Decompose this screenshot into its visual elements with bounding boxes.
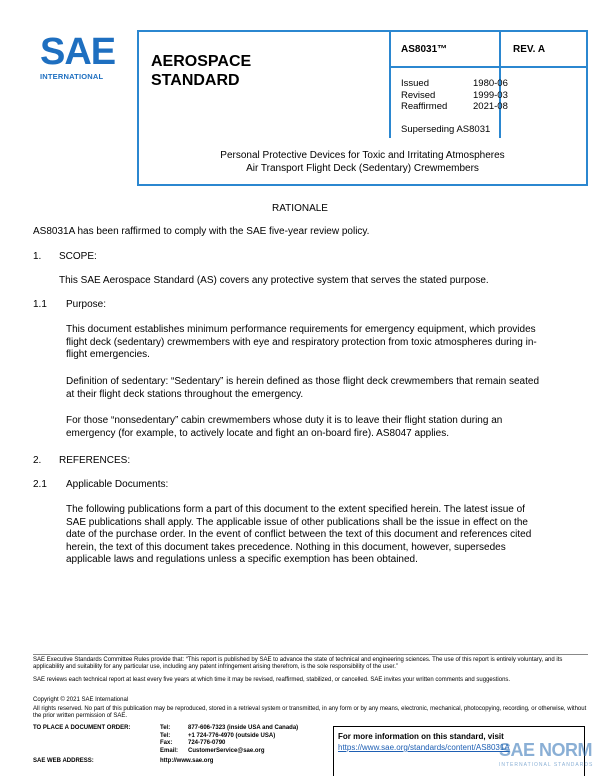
issued-label: Issued bbox=[401, 78, 429, 89]
watermark bbox=[485, 740, 595, 776]
section-1-heading: 1. SCOPE: bbox=[33, 251, 97, 262]
order-label: TO PLACE A DOCUMENT ORDER: bbox=[33, 725, 131, 731]
issued-date: 1980-06 bbox=[473, 78, 508, 89]
revision-label: REV. A bbox=[513, 44, 546, 55]
document-title: Personal Protective Devices for Toxic and Irritating Atmospheres Air Transport Flight Deck (Sedentary) Crewmembers bbox=[220, 150, 505, 174]
fax-label: Fax: bbox=[160, 740, 173, 747]
copyright-text: Copyright © 2021 SAE International bbox=[33, 697, 129, 703]
tel-intl: +1 724-776-4970 (outside USA) bbox=[188, 732, 276, 739]
sae-logo bbox=[38, 32, 128, 82]
more-info-title: For more information on this standard, visit bbox=[338, 732, 504, 741]
email-address[interactable]: CustomerService@sae.org bbox=[188, 747, 265, 754]
revised-label: Revised bbox=[401, 89, 436, 101]
rationale-heading: RATIONALE bbox=[272, 203, 328, 214]
watermark-subtitle: INTERNATIONAL STANDARDS bbox=[499, 762, 594, 768]
footer-divider bbox=[33, 654, 588, 655]
document-type: AEROSPACE STANDARD bbox=[151, 53, 252, 89]
committee-rules-text: SAE Executive Standards Committee Rules provide that: “This report is published by SAE to advance the state of technical and engineering sciences. The use of this report is entirely voluntary, and its applicability and suitability for any particular use, including any patent infringement arising therefrom, is the sole responsibility of the user.” bbox=[33, 657, 563, 671]
web-address-label: SAE WEB ADDRESS: bbox=[33, 758, 94, 764]
tel-usa: 877-606-7323 (inside USA and Canada) bbox=[188, 725, 299, 731]
rights-text: All rights reserved. No part of this publication may be reproduced, stored in a retrieval system or transmitted, in any form or by any means, electronic, mechanical, photocopying, recording, or otherwise, without the prior written permission of SAE. bbox=[33, 706, 587, 720]
fax-number: 724-776-0790 bbox=[188, 740, 226, 747]
sedentary-definition: Definition of sedentary: “Sedentary” is herein defined as those flight deck crewmembers that remain seated at their flight deck stations throughout the emergency. bbox=[66, 376, 540, 400]
reaffirmed-label: Reaffirmed bbox=[401, 101, 448, 112]
header-box bbox=[137, 30, 588, 186]
watermark-text: SAE NORM bbox=[499, 740, 593, 760]
tel-label: Tel: bbox=[160, 732, 171, 739]
superseding-note: Superseding AS8031 bbox=[401, 124, 491, 135]
scope-text: This SAE Aerospace Standard (AS) covers any protective system that serves the stated purpose. bbox=[59, 275, 489, 286]
section-2-1-heading: 2.1 Applicable Documents: bbox=[33, 479, 169, 490]
logo-wordmark: SAE bbox=[40, 31, 116, 73]
applicable-documents-paragraph: The following publications form a part of this document to the extent specified herein. The latest issue of SAE publications shall apply. The applicable issue of other publications shall be the issue in effect on the date of the purchase order. In the event of conflict between the text of this document and references cited herein, the text of this document takes precedence. Nothing in this document, however, supersedes applicable laws and regulations unless a specific exemption has been obtained. bbox=[66, 504, 532, 565]
standard-link[interactable]: https://www.sae.org/standards/content/AS8031A bbox=[338, 743, 510, 752]
logo-subtitle: INTERNATIONAL bbox=[40, 72, 104, 81]
nonsedentary-paragraph: For those “nonsedentary” cabin crewmembers whose duty it is to leave their flight station during an emergency (for example, to actively locate and fight an on-board fire). AS8047 applies. bbox=[66, 415, 503, 439]
email-label: Email: bbox=[160, 747, 179, 754]
web-address-link[interactable]: http://www.sae.org bbox=[160, 758, 214, 764]
review-policy-text: SAE reviews each technical report at least every five years at which time it may be revised, reaffirmed, stabilized, or cancelled. SAE invites your written comments and suggestions. bbox=[33, 677, 511, 683]
section-2-heading: 2. REFERENCES: bbox=[33, 455, 131, 466]
tel-label: Tel: bbox=[160, 725, 171, 731]
section-1-1-heading: 1.1 Purpose: bbox=[33, 299, 107, 310]
revised-date: 1999-03 bbox=[473, 89, 508, 101]
rationale-text: AS8031A has been raffirmed to comply with the SAE five-year review policy. bbox=[33, 226, 370, 237]
purpose-paragraph: This document establishes minimum performance requirements for emergency equipment, which provides flight deck (sedentary) crewmembers with eye and respiratory protection from toxic atmospheres during in-flight emergencies. bbox=[66, 324, 537, 360]
reaffirmed-date: 2021-08 bbox=[473, 101, 508, 112]
document-number: AS8031™ bbox=[401, 44, 448, 55]
